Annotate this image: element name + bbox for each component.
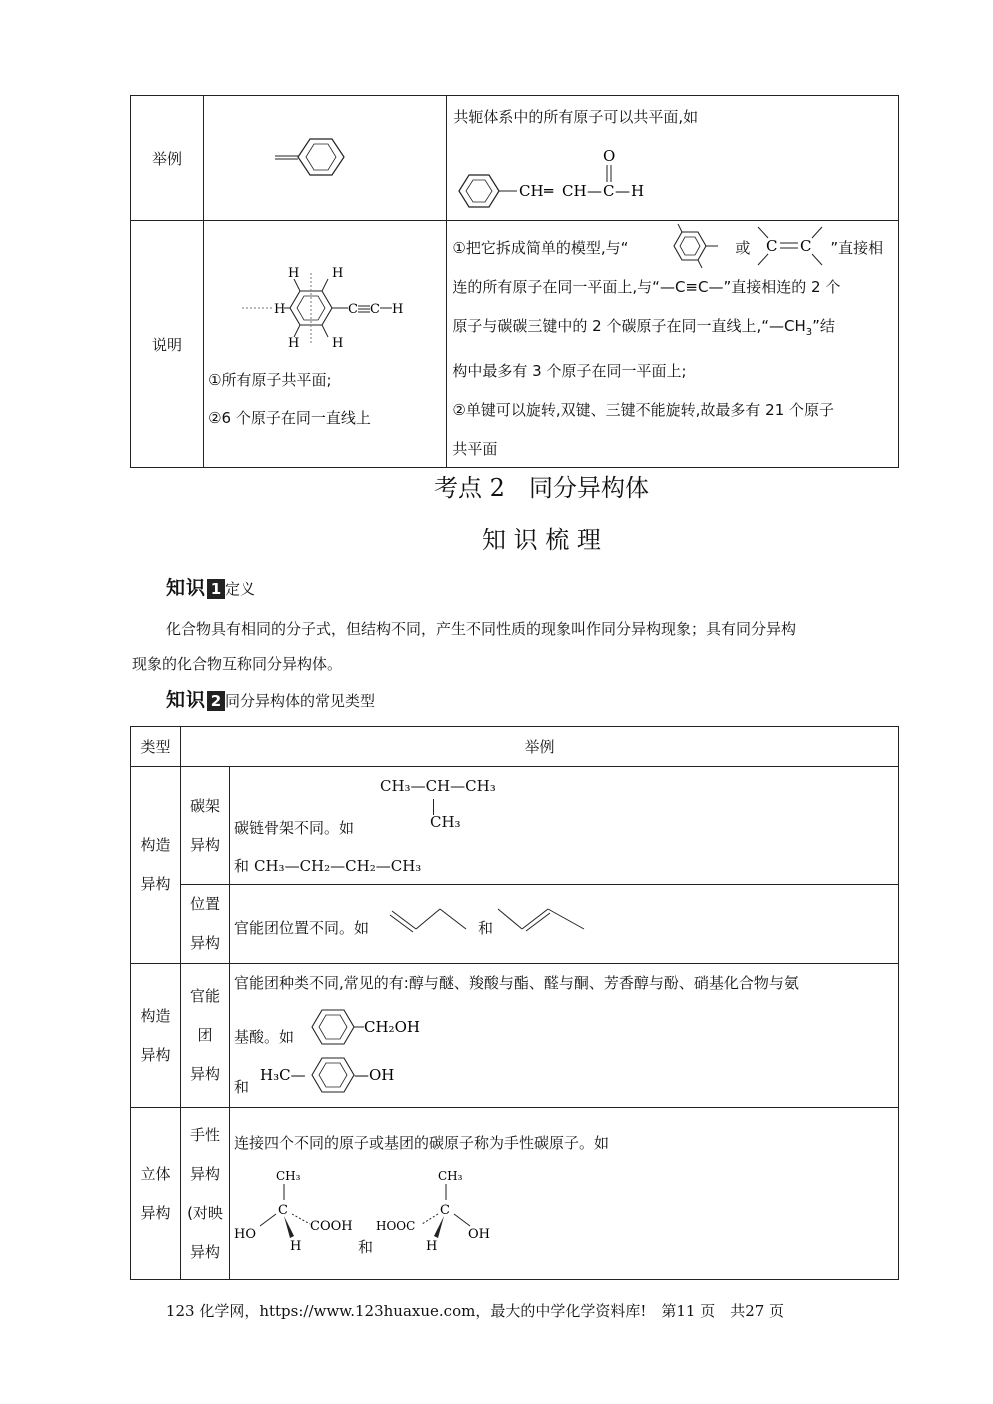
svg-text:H: H (631, 182, 645, 200)
isomer-types-table (130, 726, 899, 1280)
phenylacetylene-structure (242, 263, 442, 353)
rules-cell (447, 221, 899, 468)
row-label-example: 举例 (131, 96, 204, 221)
svg-text:OH: OH (468, 1227, 490, 1242)
svg-text:C: C (800, 237, 812, 255)
knowledge-2-heading (166, 685, 375, 712)
svg-text:═: ═ (544, 182, 554, 200)
svg-text:H: H (290, 1239, 302, 1254)
sub-position: 位置 异构 (181, 885, 230, 964)
conjugation-cell (447, 96, 899, 221)
svg-text:CH: CH (519, 182, 544, 200)
lactic-acid-2 (376, 1166, 516, 1256)
rule-line-1c: ”直接相 (830, 239, 884, 257)
svg-text:H₃C—: H₃C— (260, 1066, 306, 1084)
sub-chiral: 手性 异构 (对映 异构 (181, 1108, 230, 1280)
header-example: 举例 (181, 727, 899, 767)
2-butene-skeletal (496, 905, 596, 935)
styrene-cell (204, 96, 447, 221)
rule-line-4: 构中最多有 3 个原子在同一平面上; (452, 362, 687, 380)
svg-text:—: — (587, 182, 603, 200)
isobutane-bottom: CH₃ (430, 813, 461, 831)
svg-text:HO: HO (234, 1227, 256, 1242)
skeleton-example (230, 767, 899, 885)
xylene-model (664, 223, 734, 269)
row-label-explain: 说明 (131, 221, 204, 468)
chiral-he: 和 (358, 1238, 374, 1256)
styrene-structure (270, 131, 380, 181)
svg-text:O: O (603, 147, 616, 165)
functional-text-1: 官能团种类不同,常见的有:醇与醚、羧酸与酯、醛与酮、芳香醇与酚、硝基化合物与氨 (234, 974, 799, 992)
position-example (230, 885, 899, 964)
p-cresol-structure (258, 1054, 428, 1096)
svg-text:H: H (288, 266, 300, 281)
svg-text:H: H (332, 336, 344, 351)
svg-text:H: H (392, 302, 404, 317)
sub-functional: 官能 团 异构 (181, 964, 230, 1108)
svg-text:CH₃: CH₃ (276, 1169, 301, 1183)
svg-text:C: C (766, 237, 778, 255)
section-subtitle: 知 识 梳 理 (482, 526, 601, 554)
knowledge-number-badge: 1 (207, 579, 225, 599)
svg-text:C: C (278, 1203, 288, 1218)
isobutane-top: CH₃—CH—CH₃ (380, 777, 496, 795)
functional-example (230, 964, 899, 1108)
svg-text:—: — (615, 182, 631, 200)
knowledge-heading-text: 定义 (225, 580, 256, 598)
planar-note-2: ②6 个原子在同一直线上 (208, 409, 371, 427)
svg-text:H: H (426, 1239, 438, 1254)
rule-line-1a: ①把它拆成简单的模型,与“ (452, 239, 629, 257)
svg-text:H: H (288, 336, 300, 351)
planar-explain-cell (204, 221, 447, 468)
skeleton-text: 碳链骨架不同。如 (234, 819, 355, 837)
section-title: 考点 2 同分异构体 (434, 474, 649, 502)
svg-text:—OH: —OH (354, 1066, 395, 1084)
svg-text:C: C (440, 1203, 450, 1218)
structure-table (130, 95, 899, 468)
page-footer: 123 化学网，https://www.123huaxue.com，最大的中学化学资料库! 第11 页 共27 页 (165, 1302, 785, 1320)
rule-line-3: 原子与碳碳三键中的 2 个碳原子在同一直线上$,“—CH_3$”结 (452, 317, 835, 338)
sub-skeleton: 碳架 异构 (181, 767, 230, 885)
svg-text:HOOC: HOOC (376, 1219, 416, 1233)
knowledge-1-body: 化合物具有相同的分子式，但结构不同，产生不同性质的现象叫作同分异构现象；具有同分异构 现象的化合物互称同分异构体。 (132, 620, 797, 673)
svg-text:C: C (370, 302, 381, 317)
conjugation-text: 共轭体系中的所有原子可以共平面,如 (453, 108, 699, 126)
knowledge-number-badge: 2 (207, 691, 225, 711)
functional-he: 和 (234, 1078, 250, 1096)
svg-text:H: H (274, 302, 286, 317)
svg-text:C: C (603, 182, 615, 200)
butane-formula: CH₃—CH₂—CH₂—CH₃ (254, 857, 422, 875)
chiral-example (230, 1108, 899, 1280)
cinnamaldehyde-structure (455, 141, 665, 216)
svg-text:CH: CH (562, 182, 587, 200)
rule-line-6: 共平面 (452, 440, 498, 458)
knowledge-heading-text: 同分异构体的常见类型 (225, 692, 376, 710)
header-type: 类型 (131, 727, 181, 767)
position-he: 和 (478, 919, 494, 937)
1-butene-skeletal (388, 905, 478, 935)
knowledge-label: 知识 (166, 577, 207, 599)
rule-line-5: ②单键可以旋转,双键、三键不能旋转,故最多有 21 个原子 (452, 401, 835, 419)
rule-line-1b: 或 (735, 239, 751, 257)
chiral-text: 连接四个不同的原子或基团的碳原子称为手性碳原子。如 (234, 1134, 610, 1152)
group-structural-2: 构造 异构 (131, 964, 181, 1108)
svg-text:H: H (332, 266, 344, 281)
svg-text:CH₃: CH₃ (438, 1169, 463, 1183)
position-text: 官能团位置不同。如 (234, 919, 370, 937)
svg-text:COOH: COOH (310, 1219, 353, 1234)
lactic-acid-1 (232, 1166, 372, 1256)
group-structural-1: 构造 异构 (131, 767, 181, 964)
benzyl-alcohol-structure (308, 1006, 448, 1048)
planar-note-1: ①所有原子共平面; (208, 371, 332, 389)
rule-line-2: 连的所有原子在同一平面上,与“—C≡C—”直接相连的 2 个 (452, 278, 841, 296)
skeleton-he: 和 (234, 857, 250, 875)
functional-text-2: 基酸。如 (234, 1028, 295, 1046)
knowledge-1-heading (166, 573, 255, 600)
svg-text:C: C (348, 302, 359, 317)
group-stereo: 立体 异构 (131, 1108, 181, 1280)
knowledge-label: 知识 (166, 689, 207, 711)
ethylene-model (754, 223, 834, 269)
svg-text:CH₂OH: CH₂OH (364, 1018, 420, 1036)
